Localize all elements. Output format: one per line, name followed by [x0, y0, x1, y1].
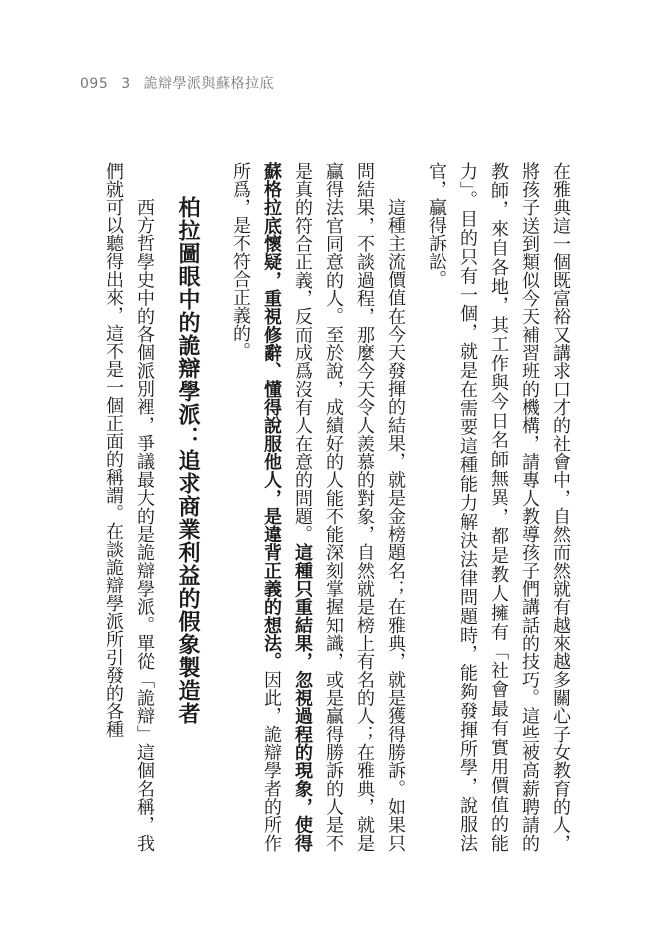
body-text: [103, 162, 576, 853]
paragraph-2: [225, 162, 411, 852]
paragraph-2-end-text: 因此，詭辯學者的所作所爲，是不符合正義的。: [230, 162, 282, 853]
chapter-title: 詭辯學派與蘇格拉底: [143, 76, 275, 92]
paragraph-1: 在雅典這一個既富裕又講求口才的社會中，自然而然就有越來越多關心子女教育的人，將孩子送到類似今天補習班的機構，請專人教導孩子們講話的技巧。這些被高薪聘請的教師，來自各地，其工作與今日名師無異，都是教人擁有「社會最有實用價值的能力」。目的只有一個，就是在需要這種能力解決法律問題時，能夠發揮所學，說服法官，贏得訴訟。: [426, 162, 571, 852]
paragraph-2-text: 這種主流價值在今天發揮的結果，就是金榜題名；在雅典，就是獲得勝訴。如果只問結果，不談過程，那麼今天令人羨慕的對象，自然就是榜上有名的人；在雅典，就是贏得法官同意的人。至於說，成績好的人能不能深刻掌握知識，或是贏得勝訴的人是不是真的符合正義，反而成爲沒有人在意的問題。: [292, 162, 406, 852]
chapter-number: 3: [121, 76, 131, 92]
running-header: [80, 73, 282, 93]
paragraph-3: 西方哲學史中的各個派別裡，爭議最大的是詭辯學派。單從「詭辯」這個名稱，我們就可以聽得出來，這不是一個正面的稱謂。在談詭辯學派所引發的各種: [103, 162, 155, 852]
page-number: 095: [80, 76, 109, 92]
section-heading: 柏拉圖眼中的詭辯學派：追求商業利益的假象製造者: [175, 196, 200, 725]
paragraph-2-bold-text: 這種只重結果，忽視過程的現象，使得蘇格拉底懷疑，重視修辭、懂得說服他人，是違背正義的想法。: [261, 162, 313, 853]
